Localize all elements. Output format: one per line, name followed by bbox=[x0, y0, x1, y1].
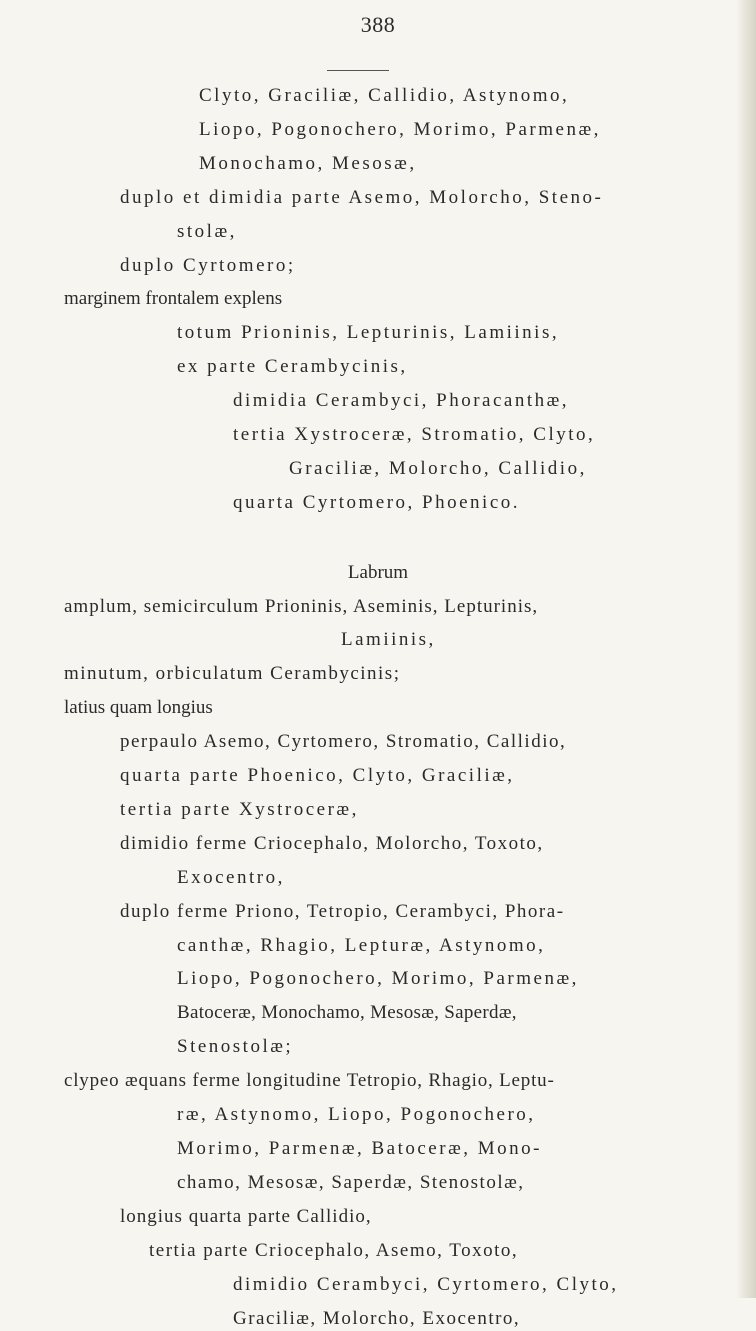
text-line: Liopo, Pogonochero, Morimo, Parmenæ, bbox=[199, 119, 601, 140]
text-line: dimidio ferme Criocephalo, Molorcho, Toxoto, bbox=[120, 833, 544, 854]
text-line: clypeo æquans ferme longitudine Tetropio, Rhagio, Leptu- bbox=[64, 1070, 555, 1091]
text-line: duplo et dimidia parte Asemo, Molorcho, Steno- bbox=[120, 187, 604, 208]
text-line: Clyto, Graciliæ, Callidio, Astynomo, bbox=[199, 85, 570, 106]
text-line: quarta parte Phoenico, Clyto, Graciliæ, bbox=[120, 765, 515, 786]
text-line: Graciliæ, Molorcho, Exocentro, bbox=[233, 1308, 521, 1329]
text-line: latius quam longius bbox=[64, 697, 213, 718]
text-line: minutum, orbiculatum Cerambycinis; bbox=[64, 663, 401, 684]
page-edge-shadow bbox=[736, 0, 756, 1298]
text-line: perpaulo Asemo, Cyrtomero, Stromatio, Callidio, bbox=[120, 731, 567, 752]
text-line: chamo, Mesosæ, Saperdæ, Stenostolæ, bbox=[177, 1172, 525, 1193]
text-line: dimidio Cerambyci, Cyrtomero, Clyto, bbox=[233, 1274, 619, 1295]
text-line: tertia Xystroceræ, Stromatio, Clyto, bbox=[233, 424, 596, 445]
text-line: totum Prioninis, Lepturinis, Lamiinis, bbox=[177, 322, 560, 343]
text-line: Batoceræ, Monochamo, Mesosæ, Saperdæ, bbox=[177, 1002, 517, 1023]
text-line: ex parte Cerambycinis, bbox=[177, 356, 408, 377]
text-line: tertia parte Xystroceræ, bbox=[120, 799, 359, 820]
text-line: Exocentro, bbox=[177, 867, 285, 888]
text-line: Liopo, Pogonochero, Morimo, Parmenæ, bbox=[177, 968, 579, 989]
text-line: quarta Cyrtomero, Phoenico. bbox=[233, 492, 521, 513]
text-line: duplo Cyrtomero; bbox=[120, 255, 296, 276]
text-line: Graciliæ, Molorcho, Callidio, bbox=[289, 458, 587, 479]
page-number-underline bbox=[327, 70, 389, 71]
text-line: longius quarta parte Callidio, bbox=[120, 1206, 372, 1227]
section-heading: Labrum bbox=[347, 562, 409, 583]
text-line: Lamiinis, bbox=[341, 629, 436, 650]
text-line: duplo ferme Priono, Tetropio, Cerambyci, Phora- bbox=[120, 901, 565, 922]
text-line: Monochamo, Mesosæ, bbox=[199, 153, 417, 174]
page-number: 388 bbox=[360, 12, 396, 37]
text-line: stolæ, bbox=[177, 221, 237, 242]
text-line: ræ, Astynomo, Liopo, Pogonochero, bbox=[177, 1104, 536, 1125]
text-line: tertia parte Criocephalo, Asemo, Toxoto, bbox=[149, 1240, 519, 1261]
text-line: Morimo, Parmenæ, Batoceræ, Mono- bbox=[177, 1138, 542, 1159]
text-line: Stenostolæ; bbox=[177, 1036, 294, 1057]
text-line: dimidia Cerambyci, Phoracanthæ, bbox=[233, 390, 570, 411]
text-line: canthæ, Rhagio, Lepturæ, Astynomo, bbox=[177, 935, 546, 956]
text-line: marginem frontalem explens bbox=[64, 288, 283, 309]
text-line: amplum, semicirculum Prioninis, Aseminis, Lepturinis, bbox=[64, 596, 539, 617]
